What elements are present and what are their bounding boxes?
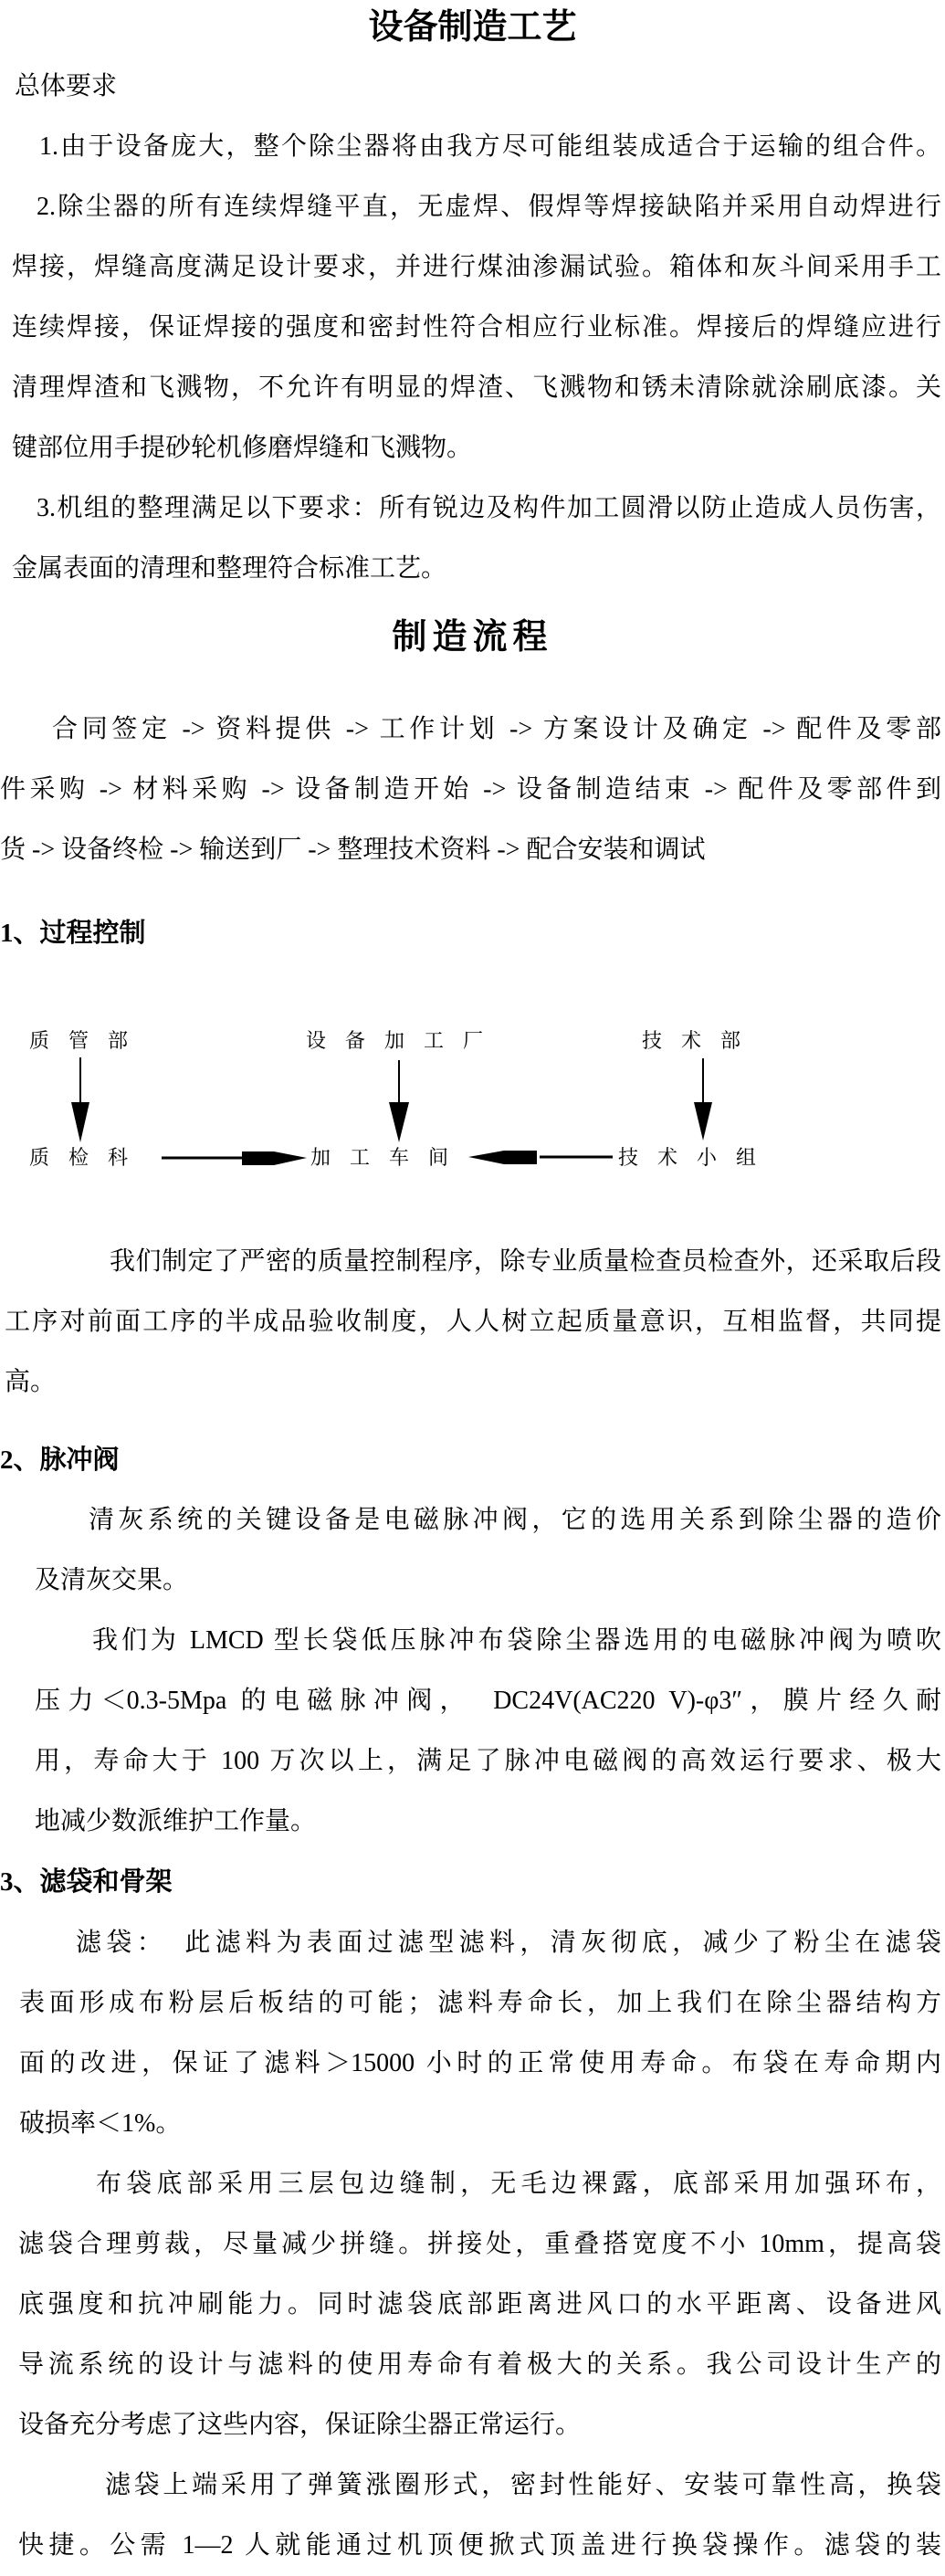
arrow-right-icon [242,1151,307,1165]
paragraph-overall-1 [12,117,945,177]
text-line: 1.由于设备庞大，整个除尘器将由我方尽可能组装成适合于运输的组合件。 [39,132,941,161]
section-heading-valve: 2、脉冲阀 [0,1446,120,1475]
process-control-diagram [0,963,945,1183]
paragraph-overall-2 [12,177,945,478]
paragraph-valve-1 [35,1490,945,1611]
text-line: 压力＜0.3-5Mpa 的电磁脉冲阀， DC24V(AC220 V)-φ3″，膜片经久耐 [35,1687,941,1715]
text-line: 清灰系统的关键设备是电磁脉冲阀，它的选用关系到除尘器的造价 [89,1506,941,1534]
text-line: 货 -> 设备终检 -> 输送到厂 -> 整理技术资料 -> 配合安装和调试 [0,836,706,864]
text-line: 我们为 LMCD 型长袋低压脉冲布袋除尘器选用的电磁脉冲阀为喷吹 [92,1626,941,1655]
diagram-label-workshop: 加工车间 [310,1146,468,1169]
text-line: 3.机组的整理满足以下要求：所有锐边及构件加工圆滑以防止造成人员伤害， [37,494,941,522]
text-line: 金属表面的清理和整理符合标准工艺。 [12,554,447,583]
text-line: 连续焊接，保证焊接的强度和密封性符合相应行业标准。焊接后的焊缝应进行 [12,313,941,342]
text-line: 滤袋合理剪裁，尽量减少拼缝。拼接处，重叠搭宽度不小 10mm，提高袋 [18,2230,941,2258]
diagram-label-qc-section: 质检科 [29,1146,148,1169]
paragraph-process-flow [0,699,945,880]
diagram-label-factory: 设备加工厂 [306,1029,503,1052]
paragraph-bag-3 [18,2455,945,2576]
text-line: 清理焊渣和飞溅物，不允许有明显的焊渣、飞溅物和锈未清除就涂刷底漆。关 [12,373,941,402]
text-line: 合同签定 -> 资料提供 -> 工作计划 -> 方案设计及确定 -> 配件及零部 [52,715,941,743]
text-line: 件采购 -> 材料采购 -> 设备制造开始 -> 设备制造结束 -> 配件及零部件到 [0,775,941,804]
arrow-down-icon [71,1102,89,1142]
text-line: 面的改进，保证了滤料＞15000 小时的正常使用寿命。布袋在寿命期内 [19,2049,941,2077]
text-line: 用，寿命大于 100 万次以上，满足了脉冲电磁阀的高效运行要求、极大 [35,1747,941,1775]
text-line: 键部位用手提砂轮机修磨焊缝和飞溅物。 [12,434,473,462]
diagram-label-tech-team: 技术小组 [618,1146,776,1169]
section-heading-control: 1、过程控制 [0,919,146,948]
section-heading-overall: 总体要求 [15,72,118,100]
text-line: 2.除尘器的所有连续焊缝平直，无虚焊、假焊等焊接缺陷并采用自动焊进行 [37,193,941,221]
text-line: 底强度和抗冲刷能力。同时滤袋底部距离进风口的水平距离、设备进风 [18,2290,941,2318]
text-line: 破损率＜1%。 [19,2109,182,2138]
text-line: 及清灰交果。 [35,1566,189,1594]
arrow-left-icon [468,1151,537,1164]
text-line: 焊接，焊缝高度满足设计要求，并进行煤油渗漏试验。箱体和灰斗间采用手工 [12,253,941,281]
doc-title: 设备制造工艺 [368,8,577,47]
text-line: 导流系统的设计与滤料的使用寿命有着极大的关系。我公司设计生产的 [18,2350,941,2379]
paragraph-overall-3 [12,478,945,599]
text-line: 设备充分考虑了这些内容，保证除尘器正常运行。 [18,2411,582,2439]
paragraph-bag-1 [19,1913,945,2154]
text-line: 高。 [5,1368,57,1396]
paragraph-control [5,1232,945,1413]
arrow-down-icon [694,1102,712,1141]
paragraph-valve-2 [35,1611,945,1852]
section-heading-process: 制造流程 [392,618,553,657]
section-heading-bag: 3、滤袋和骨架 [0,1867,173,1897]
text-line: 我们制定了严密的质量控制程序，除专业质量检查员检查外，还采取后段 [110,1247,941,1276]
text-line: 布袋底部采用三层包边缝制，无毛边裸露，底部采用加强环布， [96,2170,941,2198]
text-line: 滤袋： 此滤料为表面过滤型滤料，清灰彻底，减少了粉尘在滤袋 [76,1929,941,1957]
text-line: 工序对前面工序的半成品验收制度，人人树立起质量意识，互相监督，共同提 [5,1308,941,1336]
text-line: 表面形成布粉层后板结的可能；滤料寿命长，加上我们在除尘器结构方 [19,1989,941,2017]
text-line: 地减少数派维护工作量。 [35,1807,317,1835]
arrow-down-icon [389,1102,409,1142]
diagram-label-qc-dept: 质管部 [29,1029,148,1052]
diagram-label-tech-dept: 技术部 [642,1029,761,1052]
text-line: 快捷。公需 1—2 人就能通过机顶便掀式顶盖进行换袋操作。滤袋的装 [18,2531,941,2560]
paragraph-bag-2 [18,2154,945,2455]
text-line: 滤袋上端采用了弹簧涨圈形式，密封性能好、安装可靠性高，换袋 [105,2471,941,2499]
